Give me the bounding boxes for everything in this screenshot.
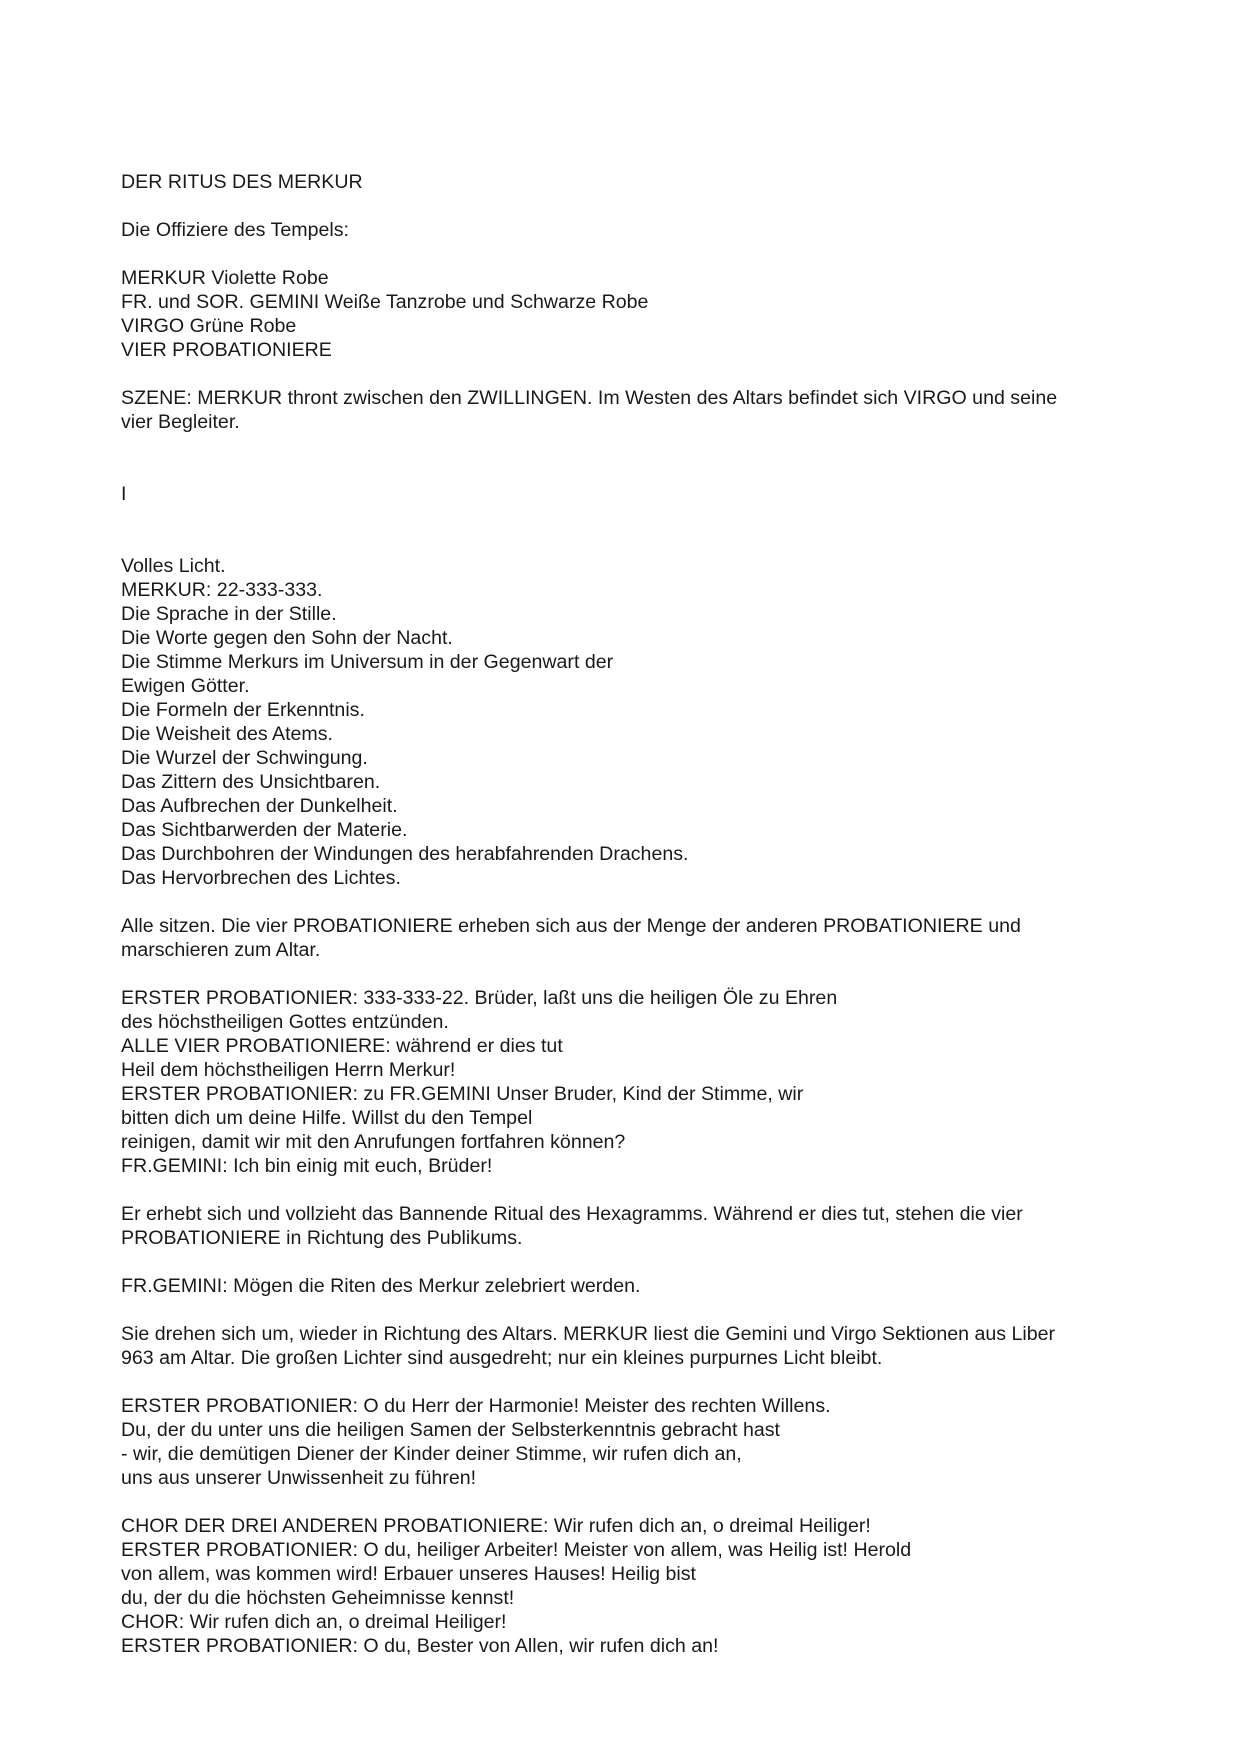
paragraph-line: Sie drehen sich um, wieder in Richtung des Altars. MERKUR liest die Gemini und Virgo Sektionen aus Liber [121, 1323, 1056, 1345]
blank-line [121, 890, 1121, 914]
dialogue-block-3 [121, 1514, 1121, 1658]
blank-line [121, 194, 1121, 218]
dialogue-line: Heil dem höchstheiligen Herrn Merkur! [121, 1059, 456, 1081]
scene-paragraph [121, 386, 1121, 434]
blank-line [121, 1370, 1121, 1394]
verse-line: Das Zittern des Unsichtbaren. [121, 771, 381, 793]
dialogue-line: des höchstheiligen Gottes entzünden. [121, 1011, 449, 1033]
officer-line: FR. und SOR. GEMINI Weiße Tanzrobe und Schwarze Robe [121, 291, 649, 313]
paragraph-line: SZENE: MERKUR thront zwischen den ZWILLINGEN. Im Westen des Altars befindet sich VIRGO und seine [121, 387, 1058, 409]
dialogue-line: uns aus unserer Unwissenheit zu führen! [121, 1467, 477, 1489]
dialogue-line: bitten dich um deine Hilfe. Willst du den Tempel [121, 1107, 533, 1129]
stage-direction-banish [121, 1202, 1121, 1250]
paragraph-line: Alle sitzen. Die vier PROBATIONIERE erheben sich aus der Menge der anderen PROBATIONIERE und [121, 915, 1021, 937]
blank-line [121, 242, 1121, 266]
section-numeral: I [121, 483, 127, 505]
dialogue-line: FR.GEMINI: Ich bin einig mit euch, Brüder! [121, 1155, 493, 1177]
dialogue-line: Du, der du unter uns die heiligen Samen der Selbsterkenntnis gebracht hast [121, 1419, 780, 1441]
verse-line: Das Aufbrechen der Dunkelheit. [121, 795, 398, 817]
verse-line: MERKUR: 22-333-333. [121, 579, 323, 601]
paragraph-line: PROBATIONIERE in Richtung des Publikums. [121, 1227, 523, 1249]
dialogue-line: FR.GEMINI: Mögen die Riten des Merkur zelebriert werden. [121, 1275, 641, 1297]
verse-line: Die Sprache in der Stille. [121, 603, 337, 625]
paragraph-line: marschieren zum Altar. [121, 939, 321, 961]
blank-line [121, 962, 1121, 986]
blank-line [121, 458, 1121, 482]
dialogue-line: ERSTER PROBATIONIER: zu FR.GEMINI Unser Bruder, Kind der Stimme, wir [121, 1083, 804, 1105]
blank-line [121, 1298, 1121, 1322]
dialogue-line: ALLE VIER PROBATIONIERE: während er dies tut [121, 1035, 563, 1057]
dialogue-block-1 [121, 986, 1121, 1178]
verse-line: Die Formeln der Erkenntnis. [121, 699, 365, 721]
verse-line: Die Wurzel der Schwingung. [121, 747, 368, 769]
invocation-block [121, 554, 1121, 890]
dialogue-line: ERSTER PROBATIONIER: O du, heiliger Arbeiter! Meister von allem, was Heilig ist! Herold [121, 1539, 912, 1561]
dialogue-line: - wir, die demütigen Diener der Kinder deiner Stimme, wir rufen dich an, [121, 1443, 742, 1465]
officers-heading: Die Offiziere des Tempels: [121, 219, 349, 241]
officer-line: MERKUR Violette Robe [121, 267, 329, 289]
dialogue-block-2 [121, 1394, 1121, 1490]
verse-line: Die Weisheit des Atems. [121, 723, 333, 745]
blank-line [121, 362, 1121, 386]
officer-line: VIER PROBATIONIERE [121, 339, 332, 361]
blank-line [121, 1490, 1121, 1514]
document-title: DER RITUS DES MERKUR [121, 171, 363, 193]
officer-line: VIRGO Grüne Robe [121, 315, 297, 337]
document-body [121, 170, 1121, 1658]
verse-line: Die Stimme Merkurs im Universum in der Gegenwart der [121, 651, 614, 673]
dialogue-line: CHOR DER DREI ANDEREN PROBATIONIERE: Wir rufen dich an, o dreimal Heiliger! [121, 1515, 871, 1537]
verse-line: Ewigen Götter. [121, 675, 250, 697]
paragraph-line: Er erhebt sich und vollzieht das Bannende Ritual des Hexagramms. Während er dies tut, stehen die vier [121, 1203, 1023, 1225]
stage-direction-sit [121, 914, 1121, 962]
dialogue-line: reinigen, damit wir mit den Anrufungen fortfahren können? [121, 1131, 626, 1153]
dialogue-line: ERSTER PROBATIONIER: O du, Bester von Allen, wir rufen dich an! [121, 1635, 719, 1657]
dialogue-line: du, der du die höchsten Geheimnisse kennst! [121, 1587, 515, 1609]
verse-line: Das Hervorbrechen des Lichtes. [121, 867, 401, 889]
verse-line: Volles Licht. [121, 555, 226, 577]
paragraph-line: 963 am Altar. Die großen Lichter sind ausgedreht; nur ein kleines purpurnes Licht bleibt. [121, 1347, 883, 1369]
dialogue-line: CHOR: Wir rufen dich an, o dreimal Heiliger! [121, 1611, 507, 1633]
verse-line: Die Worte gegen den Sohn der Nacht. [121, 627, 453, 649]
blank-line [121, 1178, 1121, 1202]
blank-line [121, 506, 1121, 530]
verse-line: Das Sichtbarwerden der Materie. [121, 819, 408, 841]
officers-list [121, 266, 1121, 362]
blank-line [121, 530, 1121, 554]
blank-line [121, 1250, 1121, 1274]
dialogue-line: ERSTER PROBATIONIER: O du Herr der Harmonie! Meister des rechten Willens. [121, 1395, 831, 1417]
blank-line [121, 434, 1121, 458]
dialogue-line: ERSTER PROBATIONIER: 333-333-22. Brüder, laßt uns die heiligen Öle zu Ehren [121, 987, 838, 1009]
stage-direction-turn [121, 1322, 1121, 1370]
dialogue-line: von allem, was kommen wird! Erbauer unseres Hauses! Heilig bist [121, 1563, 696, 1585]
verse-line: Das Durchbohren der Windungen des herabfahrenden Drachens. [121, 843, 689, 865]
paragraph-line: vier Begleiter. [121, 411, 240, 433]
